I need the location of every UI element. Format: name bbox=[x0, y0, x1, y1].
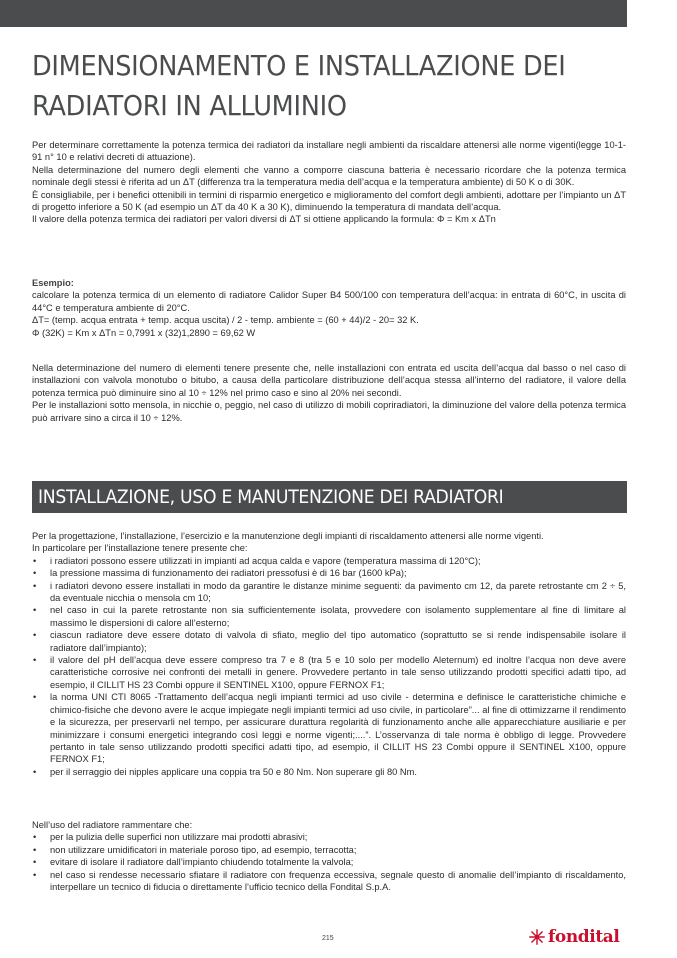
maintenance-section bbox=[32, 819, 626, 893]
section-title: INSTALLAZIONE, USO E MANUTENZIONE DEI RADIATORI bbox=[38, 486, 504, 508]
list-item bbox=[32, 604, 626, 629]
bullet-icon: • bbox=[33, 692, 37, 703]
notes-paragraph: Per le installazioni sotto mensola, in nicchie o, peggio, nel caso di utilizzo di mobili copriradiatori, la diminuzione del valore della potenza termica può arrivare sino a circa il 10 ÷ 12%. bbox=[32, 400, 626, 423]
list-item bbox=[32, 844, 626, 856]
installation-intro: In particolare per l’installazione tenere presente che: bbox=[32, 543, 248, 554]
bullet-icon: • bbox=[33, 630, 37, 641]
list-item-text: il valore del pH dell’acqua deve essere compreso tra 7 e 8 (tra 5 e 10 solo per modello Aleternum) ed inoltre l’acqua non deve avere caratteristiche corrosive nei confronti dei metalli in genere. Provvedere pertanto in tale senso utilizzando prodotti specifici adatti tipo, ad esempio, il CILLIT HS 23 Combi oppure il SENTINEL X100, oppure FERNOX F1; bbox=[50, 655, 626, 690]
list-item bbox=[32, 831, 626, 843]
example-section bbox=[32, 277, 626, 339]
list-item-text: per il serraggio dei nipples applicare una coppia tra 50 e 80 Nm. Non superare gli 80 Nm. bbox=[50, 766, 417, 777]
intro-paragraph: È consigliabile, per i benefici ottenibili in termini di risparmio energetico e miglioramento del comfort degli ambienti, adottare per l’impianto un ΔT di progetto inferiore a 50 K (ad esempio un ΔT da 40 K a 30 K), diminuendo la temperatura di mandata dell’acqua. bbox=[32, 189, 626, 213]
list-item bbox=[32, 580, 626, 605]
bullet-icon: • bbox=[33, 869, 37, 880]
maintenance-list bbox=[32, 831, 626, 893]
bullet-icon: • bbox=[33, 857, 37, 868]
installation-section bbox=[32, 530, 626, 778]
page-title: DIMENSIONAMENTO E INSTALLAZIONE DEI RADIATORI IN ALLUMINIO bbox=[32, 50, 566, 122]
bullet-icon: • bbox=[33, 844, 37, 855]
list-item bbox=[32, 629, 626, 654]
list-item bbox=[32, 654, 626, 691]
bullet-icon: • bbox=[33, 580, 37, 591]
list-item-text: i radiatori possono essere utilizzati in impianti ad acqua calda e vapore (temperatura massima di 120°C); bbox=[50, 555, 481, 566]
bullet-icon: • bbox=[33, 605, 37, 616]
list-item bbox=[32, 766, 626, 778]
list-item bbox=[32, 691, 626, 765]
example-line: Φ (32K) = Km x ΔTn = 0,7991 x (32)1,2890 = 69,62 W bbox=[32, 327, 256, 338]
list-item-text: i radiatori devono essere installati in modo da garantire le distanze minime seguenti: da pavimento cm 12, da parete retrostante cm 2 ÷ 5, da eventuale nicchia o mensola cm 10; bbox=[50, 580, 626, 604]
bullet-icon: • bbox=[33, 568, 37, 579]
bullet-icon: • bbox=[33, 766, 37, 777]
bullet-icon: • bbox=[33, 832, 37, 843]
list-item bbox=[32, 856, 626, 868]
list-item-text: la norma UNI CTI 8065 -Trattamento dell’acqua negli impianti termici ad uso civile - determina e definisce le caratteristiche chimiche e chimico-fisiche che devono avere le acque impiegate negli impianti termici ad uso civile, in particolare”... al fine di ottimizzarne il rendimento e la sicurezza, per preservarli nel tempo, per assicurare durattura regolarità di funzionamento anche alle apparecchiature ausiliarie e per minimizzare i consumi energetici integrando così leggi e norme vigenti;....”. L’osservanza di tale norma è obbligo di legge. Provvedere pertanto in tale senso utilizzando prodotti specifici adatti tipo, ad esempio, il CILLIT HS 23 Combi oppure il SENTINEL X100, oppure FERNOX F1; bbox=[50, 692, 626, 765]
list-item-text: nel caso in cui la parete retrostante non sia sufficientemente isolata, provvedere con isolamento supplementare al fine di limitare al massimo le dispersioni di calore all’esterno; bbox=[50, 605, 626, 628]
installation-intro: Per la progettazione, l’installazione, l’esercizio e la manutenzione degli impianti di riscaldamento attenersi alle norme vigenti. bbox=[32, 531, 544, 541]
list-item bbox=[32, 567, 626, 579]
bullet-icon: • bbox=[33, 655, 37, 666]
notes-paragraph: Nella determinazione del numero di elementi tenere presente che, nelle installazioni con entrata ed uscita dell’acqua dal basso o nel caso di installazioni con valvola monotubo o bitubo, a causa della particolare distribuzione dell’acqua stessa all’interno del radiatore, il valore della potenza termica può diminuire sino al 10 ÷ 12% nel primo caso e sino al 20% nei secondi. bbox=[32, 363, 626, 398]
example-line: ΔT= (temp. acqua entrata + temp. acqua uscita) / 2 - temp. ambiente = (60 + 44)/2 - 20= 32 K. bbox=[32, 315, 419, 326]
brand-logo bbox=[528, 927, 619, 947]
intro-paragraph: Nella determinazione del numero degli elementi che vanno a comporre ciascuna batteria è necessario ricordare che la potenza termica nominale degli stessi è riferita ad un ΔT (differenza tra la temperatura media dell’acqua e la temperatura ambiente) di 50 K o di 30K. bbox=[32, 164, 626, 188]
intro-paragraph: Il valore della potenza termica dei radiatori per valori diversi di ΔT si ottiene applicando la formula: Φ = Km x ΔTn bbox=[32, 214, 496, 225]
list-item bbox=[32, 869, 626, 894]
intro-paragraph: Per determinare correttamente la potenza termica dei radiatori da installare negli ambienti da riscaldare attenersi alle norme vigenti(legge 10-1-91 n° 10 e relativi decreti di attuazione). bbox=[32, 140, 626, 163]
example-line: calcolare la potenza termica di un elemento di radiatore Calidor Super B4 500/100 con temperatura dell’acqua: in entrata di 60°C, in uscita di 44°C e temperatura ambiente di 20°C. bbox=[32, 290, 626, 313]
list-item bbox=[32, 555, 626, 567]
installation-list bbox=[32, 555, 626, 778]
list-item-text: nel caso si rendesse necessario sfiatare il radiatore con frequenza eccessiva, segnale questo di anomalie dell’impianto di riscaldamento, interpellare un tecnico di fiducia o direttamente l’ufficio tecnico della Fondital S.p.A. bbox=[50, 869, 626, 893]
notes-section bbox=[32, 362, 626, 424]
list-item-text: non utilizzare umidificatori in materiale poroso tipo, ad esempio, terracotta; bbox=[50, 844, 357, 855]
list-item-text: evitare di isolare il radiatore dall’impianto chiudendo totalmente la valvola; bbox=[50, 857, 354, 868]
page-number: 215 bbox=[322, 935, 334, 942]
bullet-icon: • bbox=[33, 555, 37, 566]
list-item-text: ciascun radiatore deve essere dotato di valvola di sfiato, meglio del tipo automatico (soprattutto se si rende indispensabile isolare il radiatore dall’impianto); bbox=[50, 630, 626, 653]
list-item-text: la pressione massima di funzionamento dei radiatori pressofusi è di 16 bar (1600 kPa); bbox=[50, 568, 407, 579]
intro-section bbox=[32, 139, 626, 226]
list-item-text: per la pulizia delle superfici non utilizzare mai prodotti abrasivi; bbox=[50, 832, 308, 843]
section-header bbox=[32, 481, 627, 513]
maintenance-intro: Nell’uso del radiatore rammentare che: bbox=[32, 820, 193, 830]
header-bar bbox=[0, 0, 627, 27]
brand-name: fondital bbox=[548, 927, 620, 947]
example-label: Esempio: bbox=[32, 278, 74, 288]
snowflake-icon bbox=[528, 928, 546, 946]
